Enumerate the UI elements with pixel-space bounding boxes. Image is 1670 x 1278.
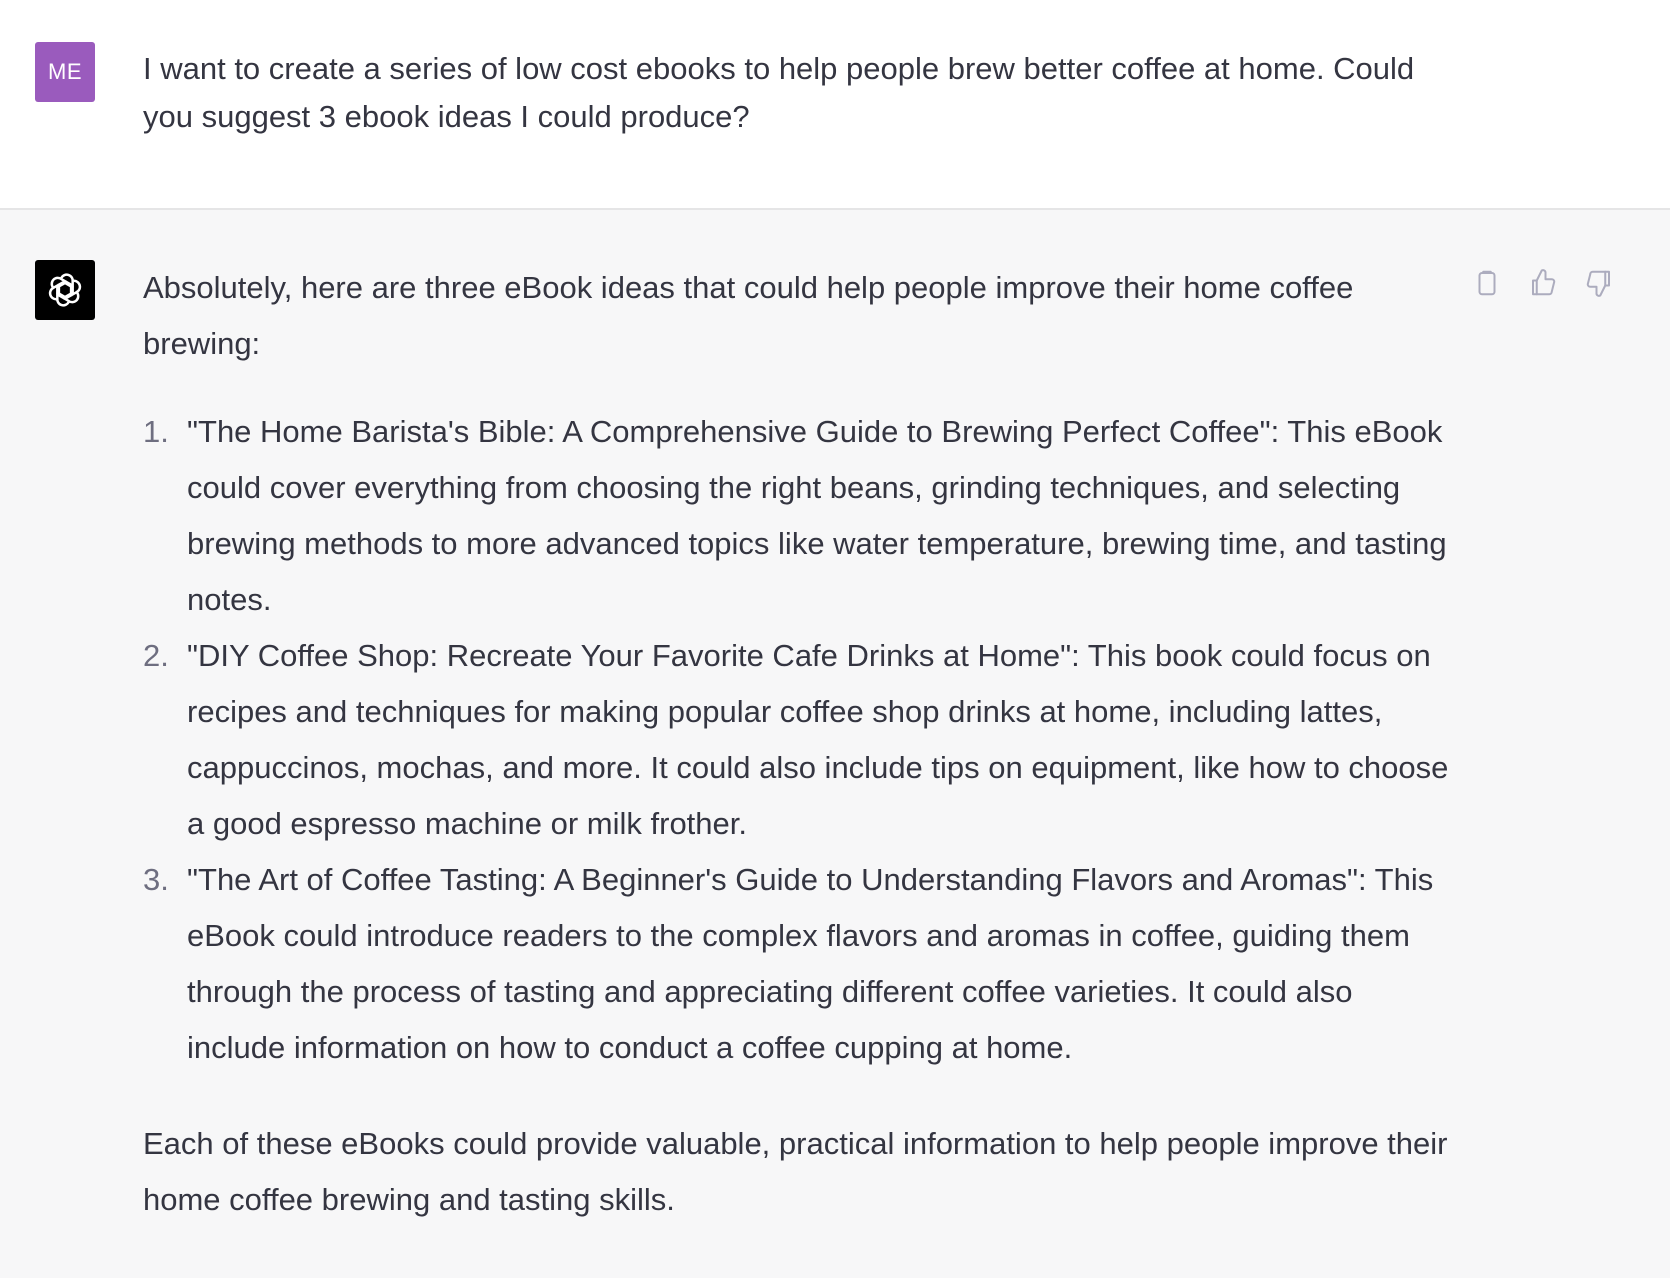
user-message — [0, 0, 1670, 210]
list-item-text: "DIY Coffee Shop: Recreate Your Favorite Cafe Drinks at Home": This book could focus on recipes and techniques for making popular coffee shop drinks at home, including lattes, cappuccinos, mochas, and more. It could also include tips on equipment, like how to choose a good espresso machine or milk frother. — [187, 638, 1449, 841]
thumbs-up-button[interactable] — [1526, 268, 1560, 302]
list-item-number: 1. — [143, 414, 169, 449]
list-item-text: "The Art of Coffee Tasting: A Beginner's Guide to Understanding Flavors and Aromas": This eBook could introduce readers to the complex flavors and aromas in coffee, guiding them through the process of tasting and appreciating different coffee varieties. It could also include information on how to conduct a coffee cupping at home. — [187, 862, 1434, 1065]
openai-logo-icon — [35, 260, 95, 320]
assistant-message — [0, 210, 1670, 1278]
user-avatar: ME — [35, 42, 95, 102]
list-item — [143, 628, 1453, 852]
thumbs-down-icon — [1584, 268, 1614, 303]
assistant-intro: Absolutely, here are three eBook ideas that could help people improve their home coffee brewing: — [143, 270, 1354, 361]
list-item-number: 2. — [143, 638, 169, 673]
list-item-number: 3. — [143, 862, 169, 897]
copy-button[interactable] — [1470, 268, 1504, 302]
list-item — [143, 852, 1453, 1076]
list-item — [143, 404, 1453, 628]
thumbs-up-icon — [1528, 268, 1558, 303]
list-item-text: "The Home Barista's Bible: A Comprehensive Guide to Brewing Perfect Coffee": This eBook could cover everything from choosing the right beans, grinding techniques, and selecting brewing methods to more advanced topics like water temperature, brewing time, and tasting notes. — [187, 414, 1447, 617]
clipboard-icon — [1472, 268, 1502, 303]
assistant-message-body — [143, 260, 1453, 1228]
user-message-text: I want to create a series of low cost ebooks to help people brew better coffee at home. Could you suggest 3 ebook ideas I could produce? — [143, 51, 1415, 134]
thumbs-down-button[interactable] — [1582, 268, 1616, 302]
ebook-ideas-list — [143, 404, 1453, 1076]
assistant-conclusion: Each of these eBooks could provide valuable, practical information to help people improve their home coffee brewing and tasting skills. — [143, 1126, 1448, 1217]
message-actions — [1470, 268, 1616, 302]
